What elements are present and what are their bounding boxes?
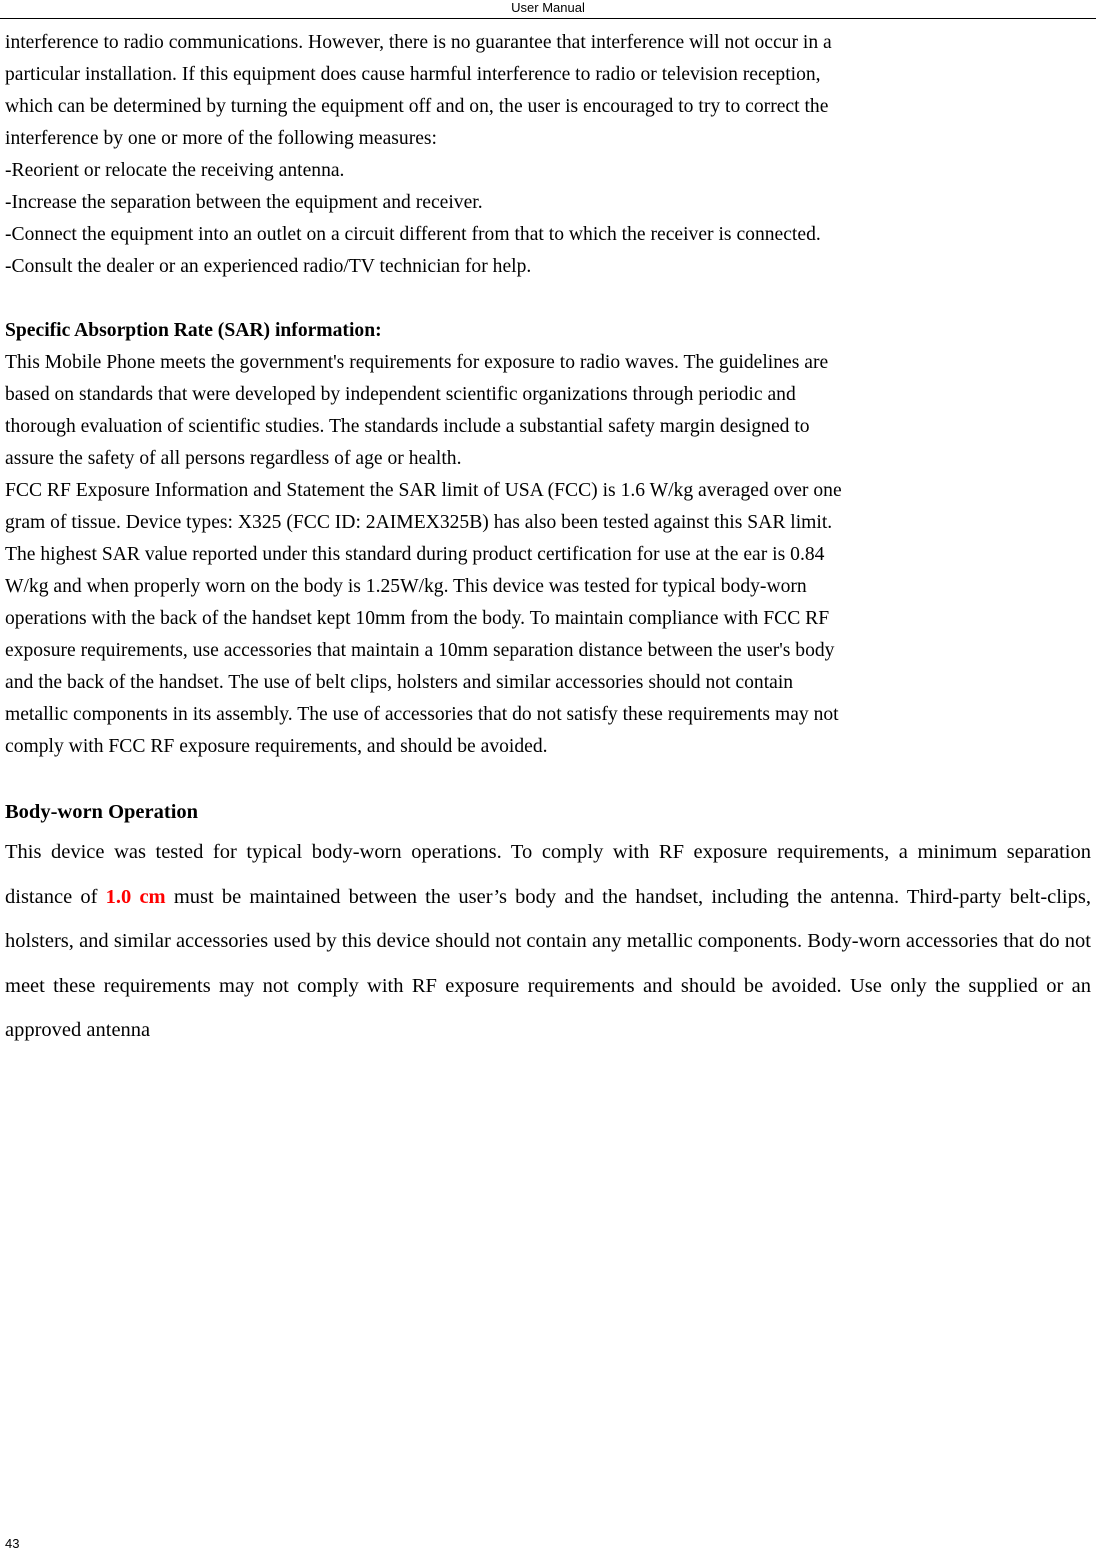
page-content	[5, 27, 1091, 1053]
text-line: interference by one or more of the following measures:	[5, 128, 437, 149]
list-item: -Connect the equipment into an outlet on a circuit different from that to which the receiver is connected.	[5, 224, 821, 245]
text-line: gram of tissue. Device types: X325 (FCC ID: 2AIMEX325B) has also been tested against this SAR limit.	[5, 512, 833, 533]
text-line: and the back of the handset. The use of belt clips, holsters and similar accessories should not contain	[5, 672, 794, 693]
text-line: operations with the back of the handset kept 10mm from the body. To maintain compliance with FCC RF	[5, 608, 830, 629]
sar-heading: Specific Absorption Rate (SAR) information:	[5, 320, 382, 341]
spacer	[5, 283, 1091, 315]
list-item: -Reorient or relocate the receiving antenna.	[5, 160, 345, 181]
page-number: 43	[5, 1536, 20, 1551]
body-worn-text-after: must be maintained between the user’s body and the handset, including the antenna. Third-party belt-clips, holsters, and similar accessories used by this device should not contain any metallic components. Body-worn accessories that do not meet these requirements may not comply with RF exposure requirements and should be avoided. Use only the supplied or an approved antenna	[5, 885, 1091, 1041]
sar-section	[5, 315, 1091, 763]
text-line: W/kg and when properly worn on the body is 1.25W/kg. This device was tested for typical body-worn	[5, 576, 807, 597]
list-item: -Increase the separation between the equipment and receiver.	[5, 192, 483, 213]
text-line: based on standards that were developed by independent scientific organizations through periodic and	[5, 384, 796, 405]
header-title: User Manual	[511, 0, 585, 15]
spacer	[5, 763, 1091, 795]
text-line: exposure requirements, use accessories that maintain a 10mm separation distance between the user's body	[5, 640, 835, 661]
text-line: assure the safety of all persons regardless of age or health.	[5, 448, 462, 469]
body-worn-paragraph	[5, 830, 1091, 1053]
text-line: particular installation. If this equipment does cause harmful interference to radio or television reception,	[5, 64, 821, 85]
text-line: The highest SAR value reported under this standard during product certification for use at the ear is 0.84	[5, 544, 825, 565]
body-worn-section	[5, 795, 1091, 1053]
body-worn-heading: Body-worn Operation	[5, 801, 199, 823]
text-line: This Mobile Phone meets the government's requirements for exposure to radio waves. The guidelines are	[5, 352, 829, 373]
text-line: FCC RF Exposure Information and Statement the SAR limit of USA (FCC) is 1.6 W/kg averaged over one	[5, 480, 842, 501]
text-line: metallic components in its assembly. The use of accessories that do not satisfy these requirements may not	[5, 704, 839, 725]
separation-distance-value: 1.0 cm	[105, 885, 166, 908]
fcc-interference-section	[5, 27, 1091, 283]
body-worn-text-before: This device was tested for typical body-worn operations. To comply with RF exposure requirements, a minimum separation distance of	[5, 841, 1091, 908]
text-line: thorough evaluation of scientific studies. The standards include a substantial safety margin designed to	[5, 416, 810, 437]
text-line: comply with FCC RF exposure requirements, and should be avoided.	[5, 736, 548, 757]
list-item: -Consult the dealer or an experienced radio/TV technician for help.	[5, 256, 532, 277]
page-header	[0, 0, 1096, 19]
text-line: interference to radio communications. However, there is no guarantee that interference will not occur in a	[5, 32, 832, 53]
text-line: which can be determined by turning the equipment off and on, the user is encouraged to try to correct the	[5, 96, 829, 117]
